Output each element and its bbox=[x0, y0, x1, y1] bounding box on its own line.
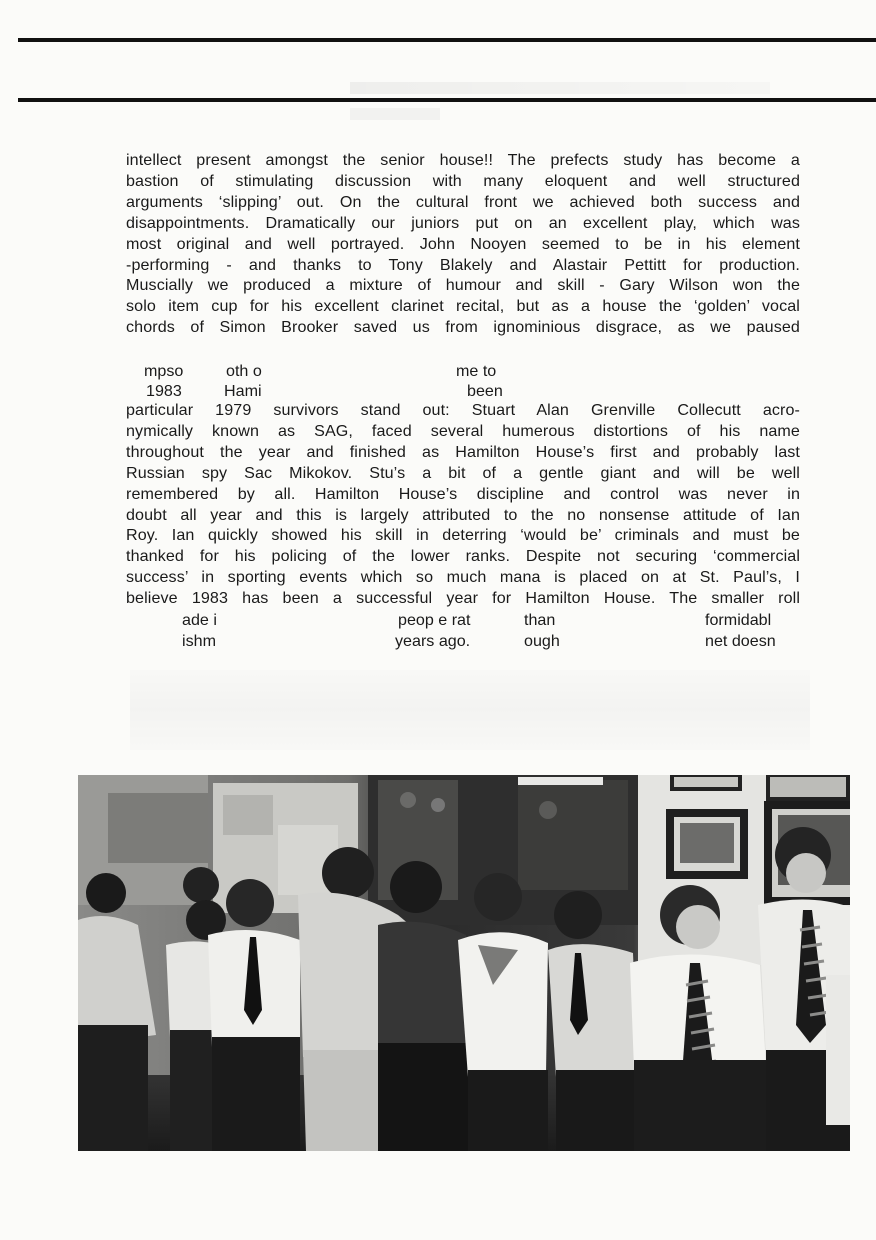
text-line: particular 1979 survivors stand out: Stuart Alan Grenville Collecutt acro- bbox=[126, 401, 800, 419]
show-through-ghost bbox=[130, 670, 810, 750]
show-through-ghost bbox=[350, 108, 440, 120]
text-line: solo item cup for his excellent clarinet recital, but as a house the ‘golden’ vocal bbox=[126, 297, 800, 316]
text-line: doubt all year and this is largely attributed to the no nonsense attitude of Ian bbox=[126, 505, 800, 524]
text-line: intellect present amongst the senior house!! The prefects study has become a bbox=[126, 151, 800, 169]
text-fragment: Hami bbox=[224, 382, 262, 400]
text-line: Russian spy Sac Mikokov. Stu’s a bit of a gentle giant and will be well bbox=[126, 463, 800, 482]
text-line: most original and well portrayed. John Nooyen seemed to be in his element bbox=[126, 234, 800, 253]
text-fragment: been bbox=[467, 382, 503, 400]
text-fragment: oth o bbox=[226, 362, 262, 380]
article-paragraph-1 bbox=[126, 150, 800, 338]
text-line: chords of Simon Brooker saved us from ignominious disgrace, as we paused bbox=[126, 318, 800, 337]
text-line: arguments ‘slipping’ out. On the cultural front we achieved both success and bbox=[126, 192, 800, 211]
text-line: disappointments. Dramatically our juniors put on an excellent play, which was bbox=[126, 213, 800, 232]
photo-illustration bbox=[78, 775, 850, 1151]
text-line: success’ in sporting events which so much mana is placed on at St. Paul’s, I bbox=[126, 568, 800, 587]
text-fragment: mpso bbox=[144, 362, 184, 380]
text-fragment: ough bbox=[524, 632, 560, 650]
text-line: thanked for his policing of the lower ranks. Despite not securing ‘commercial bbox=[126, 547, 800, 566]
article-paragraph-2 bbox=[126, 400, 800, 609]
text-fragment: ade i bbox=[182, 611, 217, 629]
text-line: Muscially we produced a mixture of humour and skill - Gary Wilson won the bbox=[126, 276, 800, 295]
header-rule bbox=[18, 98, 876, 102]
text-line: nymically known as SAG, faced several humerous distortions of his name bbox=[126, 421, 800, 440]
text-fragment: ishm bbox=[182, 632, 216, 650]
text-fragment: years ago. bbox=[395, 632, 471, 650]
top-rule bbox=[18, 38, 876, 42]
text-line: believe 1983 has been a successful year for Hamilton House. The smaller roll bbox=[126, 589, 800, 608]
show-through-ghost bbox=[350, 82, 770, 94]
text-line: Roy. Ian quickly showed his skill in deterring ‘would be’ criminals and must be bbox=[126, 526, 800, 545]
text-fragment: than bbox=[524, 611, 556, 629]
text-fragment: formidabl bbox=[705, 611, 772, 629]
text-fragment: net doesn bbox=[705, 632, 776, 650]
text-line: bastion of stimulating discussion with many eloquent and well structured bbox=[126, 171, 800, 190]
text-fragment: 1983 bbox=[146, 382, 182, 400]
text-fragment: me to bbox=[456, 362, 497, 380]
text-line: -performing - and thanks to Tony Blakely and Alastair Pettitt for production. bbox=[126, 255, 800, 274]
text-line: throughout the year and finished as Hamilton House’s first and probably last bbox=[126, 442, 800, 461]
group-photograph bbox=[78, 775, 850, 1151]
text-line: remembered by all. Hamilton House’s discipline and control was never in bbox=[126, 484, 800, 503]
text-fragment: peop e rat bbox=[398, 611, 471, 629]
